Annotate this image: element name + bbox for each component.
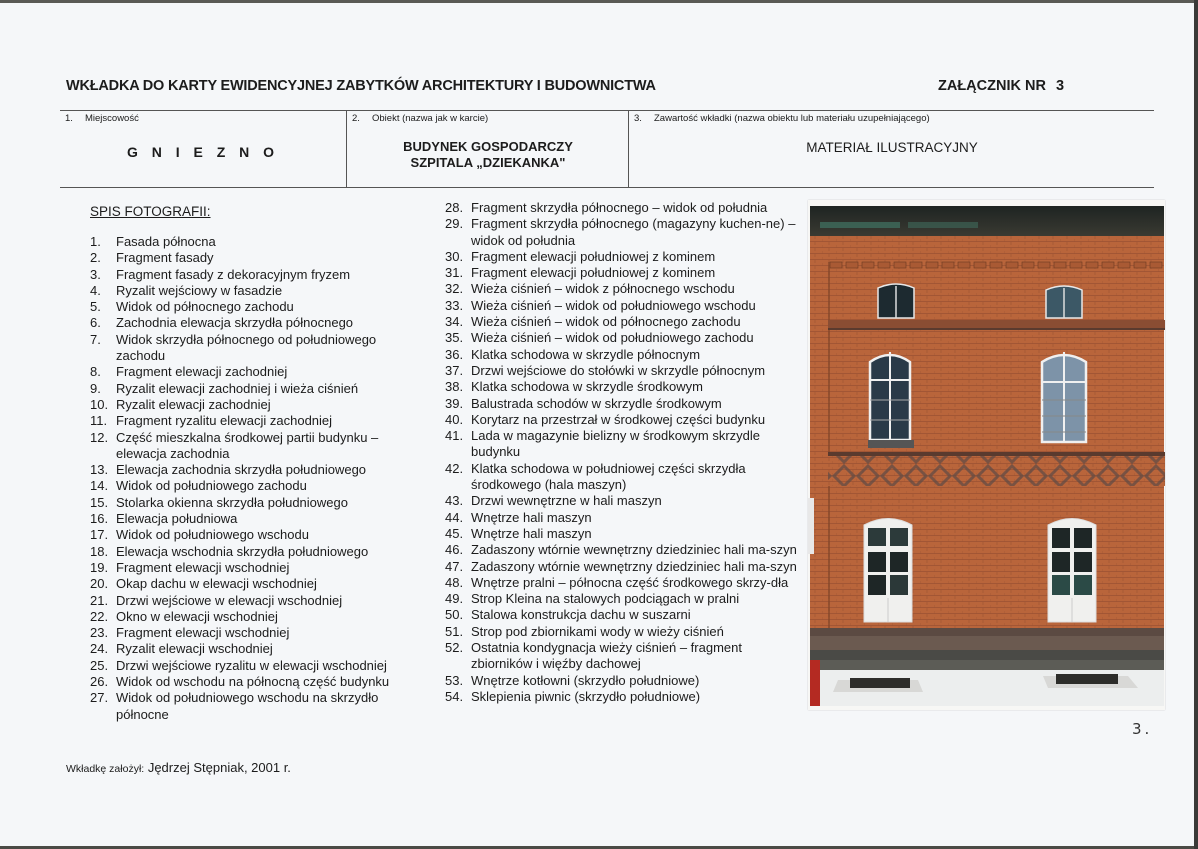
photo-list-item (445, 624, 805, 640)
photo-list-item (90, 234, 420, 250)
photo-list-item (90, 478, 420, 494)
item-number: 31. (445, 265, 464, 281)
item-number: 51. (445, 623, 464, 639)
field-value-object (347, 139, 629, 171)
field-object (346, 111, 629, 187)
photo-list-item (90, 641, 420, 657)
item-text: Fragment elewacji zachodniej (116, 364, 288, 380)
item-number: 34. (445, 314, 464, 330)
photo-list-item (445, 265, 805, 281)
item-number: 49. (445, 591, 464, 607)
photo-list-item (445, 281, 805, 297)
photo-list-item (90, 267, 420, 283)
photo-list-item (90, 658, 420, 674)
field-locality (60, 111, 346, 187)
item-number: 1. (90, 234, 101, 249)
item-number: 48. (445, 574, 464, 590)
item-text: Strop pod zbiornikami wody w wieży ciśnień (471, 623, 724, 639)
item-number: 53. (445, 672, 464, 688)
item-text: Fragment skrzydła północnego – widok od południa (471, 200, 768, 215)
photo-list-item (90, 511, 420, 527)
item-number: 25. (90, 657, 109, 673)
item-number: 44. (445, 509, 464, 525)
item-text: Okap dachu w elewacji wschodniej (116, 576, 317, 592)
photo-list-item (90, 625, 420, 641)
item-number: 23. (90, 625, 109, 641)
item-number: 52. (445, 640, 464, 656)
photo-list-item (445, 347, 805, 363)
item-text: Ryzalit wejściowy w fasadzie (116, 282, 283, 298)
photo-list-item (90, 576, 420, 592)
item-number: 39. (445, 395, 464, 411)
object-name-line1: BUDYNEK GOSPODARCZY (403, 139, 573, 154)
photo-list-item (90, 609, 420, 625)
field-label: Obiekt (nazwa jak w karcie) (372, 113, 489, 124)
item-text: Fragment skrzydła północnego (magazyny kuchen-ne) – widok od południa (471, 216, 796, 248)
item-number: 37. (445, 362, 464, 378)
item-text: Fragment elewacji południowej z kominem (471, 248, 716, 264)
item-text: Stolarka okienna skrzydła południowego (116, 494, 348, 510)
field-label: Zawartość wkładki (nazwa obiektu lub materiału uzupełniającego) (654, 113, 930, 124)
photo-list-item (90, 527, 420, 543)
photo-list-item (445, 575, 805, 591)
photo-list-item (445, 379, 805, 395)
item-text: Fragment fasady (116, 250, 214, 266)
photo-list-item (445, 314, 805, 330)
photo-list-item (445, 298, 805, 314)
item-text: Widok od południowego zachodu (116, 478, 307, 494)
page-number: 3. (1132, 720, 1153, 738)
item-text: Zachodnia elewacja skrzydła północnego (116, 315, 354, 331)
photo-list-item (90, 430, 420, 463)
photo-list-item (445, 249, 805, 265)
photo-list-heading: SPIS FOTOGRAFII: (90, 204, 211, 219)
item-number: 22. (90, 608, 109, 624)
item-text: Strop Kleina na stalowych podciągach w pralni (471, 591, 740, 607)
author-footer (66, 760, 291, 775)
document-title: WKŁADKA DO KARTY EWIDENCYJNEJ ZABYTKÓW ARCHITEKTURY I BUDOWNICTWA (66, 78, 656, 94)
photo-list-item (90, 544, 420, 560)
item-text: Drzwi wewnętrzne w hali maszyn (471, 493, 662, 509)
item-text: Widok od północnego zachodu (116, 299, 294, 315)
photo-list-item (90, 462, 420, 478)
building-photo (808, 200, 1165, 710)
photo-list-item (90, 593, 420, 609)
item-text: Wieża ciśnień – widok z północnego wschodu (471, 281, 735, 297)
item-text: Widok od wschodu na północną część budynku (116, 674, 390, 690)
item-text: Stalowa konstrukcja dachu w suszarni (471, 607, 691, 623)
item-number: 21. (90, 592, 109, 608)
item-number: 6. (90, 315, 101, 331)
item-number: 43. (445, 493, 464, 509)
item-text: Wnętrze kotłowni (skrzydło południowe) (471, 672, 700, 688)
field-number: 1. (65, 113, 73, 124)
photo-list-item (445, 689, 805, 705)
item-number: 3. (90, 266, 101, 282)
item-text: Balustrada schodów w skrzydle środkowym (471, 395, 722, 411)
item-text: Klatka schodowa w skrzydle północnym (471, 346, 701, 362)
brick-facade-image (808, 200, 1165, 710)
annex-label-text: ZAŁĄCZNIK NR (938, 78, 1046, 94)
item-text: Elewacja południowa (116, 511, 238, 527)
item-text: Ryzalit elewacji zachodniej i wieża ciśnień (116, 380, 359, 396)
photo-list-item (445, 461, 805, 494)
photo-list-item (445, 526, 805, 542)
item-number: 45. (445, 525, 464, 541)
field-value-contents: MATERIAŁ ILUSTRACYJNY (806, 140, 978, 155)
item-number: 11. (90, 413, 108, 429)
item-number: 32. (445, 281, 464, 297)
item-text: Zadaszony wtórnie wewnętrzny dziedziniec hali ma-szyn (471, 558, 797, 574)
item-number: 24. (90, 641, 109, 657)
photo-list-item (90, 690, 420, 723)
item-number: 28. (445, 200, 464, 215)
item-text: Wieża ciśnień – widok od południowego wschodu (471, 297, 756, 313)
photo-list-item (90, 413, 420, 429)
item-number: 19. (90, 559, 109, 575)
photo-list-item (445, 200, 805, 216)
annex-label (938, 78, 1064, 94)
item-text: Sklepienia piwnic (skrzydło południowe) (471, 688, 701, 704)
photo-list-item (445, 510, 805, 526)
field-number: 3. (634, 113, 642, 124)
item-number: 38. (445, 379, 464, 395)
photo-list-left-column (90, 234, 420, 723)
photo-list-item (90, 283, 420, 299)
item-text: Klatka schodowa w skrzydle środkowym (471, 379, 703, 395)
header-fields-table (60, 110, 1154, 188)
photo-list-item (445, 673, 805, 689)
photo-list-item (90, 397, 420, 413)
photo-list-item (90, 364, 420, 380)
item-number: 47. (445, 558, 464, 574)
field-contents (628, 111, 1155, 187)
field-value-locality: G N I E Z N O (126, 144, 280, 160)
photo-list-item (90, 250, 420, 266)
item-text: Ryzalit elewacji zachodniej (116, 396, 271, 412)
item-text: Część mieszkalna środkowej partii budynku – elewacja zachodnia (116, 429, 379, 461)
item-number: 54. (445, 688, 464, 704)
photo-list-item (90, 332, 420, 365)
item-text: Drzwi wejściowe do stołówki w skrzydle północnym (471, 362, 766, 378)
item-number: 17. (90, 527, 109, 543)
item-number: 33. (445, 297, 464, 313)
photo-list-item (90, 299, 420, 315)
item-text: Drzwi wejściowe w elewacji wschodniej (116, 592, 343, 608)
item-number: 14. (90, 478, 109, 494)
item-number: 16. (90, 511, 109, 527)
item-text: Wnętrze pralni – północna część środkowego skrzy-dła (471, 574, 789, 590)
item-number: 35. (445, 330, 464, 346)
photo-list-item (445, 591, 805, 607)
item-text: Wnętrze hali maszyn (471, 525, 592, 541)
photo-list-right-column (445, 200, 805, 705)
item-number: 18. (90, 543, 109, 559)
item-number: 13. (90, 462, 109, 478)
field-number: 2. (352, 113, 360, 124)
item-number: 9. (90, 380, 101, 396)
item-text: Fragment fasady z dekoracyjnym fryzem (116, 266, 351, 282)
item-text: Wieża ciśnień – widok od północnego zachodu (471, 314, 741, 330)
photo-list-item (445, 607, 805, 623)
item-text: Wnętrze hali maszyn (471, 509, 592, 525)
photo-list-item (445, 640, 805, 673)
item-text: Zadaszony wtórnie wewnętrzny dziedziniec hali ma-szyn (471, 542, 797, 558)
photo-list-item (445, 559, 805, 575)
item-text: Lada w magazynie bielizny w środkowym skrzydle budynku (471, 428, 761, 460)
item-number: 50. (445, 607, 464, 623)
photo-list-item (445, 428, 805, 461)
scan-edge-top (0, 0, 1198, 3)
item-text: Ostatnia kondygnacja wieży ciśnień – fragment zbiorników i więźby dachowej (471, 640, 742, 672)
item-number: 2. (90, 250, 101, 266)
item-number: 40. (445, 411, 464, 427)
item-number: 7. (90, 331, 101, 347)
item-text: Fragment elewacji wschodniej (116, 559, 290, 575)
item-text: Fragment elewacji wschodniej (116, 625, 290, 641)
photo-list-item (445, 216, 805, 249)
item-number: 20. (90, 576, 109, 592)
item-text: Widok od południowego wschodu na skrzydło północne (116, 690, 379, 722)
item-number: 12. (90, 429, 109, 445)
item-text: Ryzalit elewacji wschodniej (116, 641, 273, 657)
photo-list-item (445, 330, 805, 346)
annex-number: 3 (1055, 78, 1065, 94)
item-text: Fragment elewacji południowej z kominem (471, 265, 716, 281)
photo-list-item (445, 493, 805, 509)
author-label: Wkładkę założył: (66, 763, 145, 775)
item-number: 42. (445, 460, 464, 476)
item-number: 30. (445, 248, 464, 264)
photo-list-item (90, 495, 420, 511)
item-text: Fragment ryzalitu elewacji zachodniej (116, 413, 333, 429)
item-number: 46. (445, 542, 464, 558)
item-number: 26. (90, 674, 109, 690)
item-text: Klatka schodowa w południowej części skrzydła środkowego (hala maszyn) (471, 460, 746, 493)
author-value: Jędrzej Stępniak, 2001 r. (147, 760, 291, 775)
item-text: Okno w elewacji wschodniej (116, 608, 278, 624)
item-number: 4. (90, 282, 101, 298)
photo-list-item (90, 674, 420, 690)
photo-list-item (90, 315, 420, 331)
item-number: 8. (90, 364, 101, 380)
photo-list-item (445, 363, 805, 379)
item-text: Drzwi wejściowe ryzalitu w elewacji wschodniej (116, 657, 387, 673)
item-text: Widok od południowego wschodu (116, 527, 309, 543)
object-name-line2: SZPITALA „DZIEKANKA" (410, 155, 566, 170)
field-label: Miejscowość (85, 113, 139, 124)
item-text: Wieża ciśnień – widok od południowego zachodu (471, 330, 754, 346)
photo-list-item (445, 396, 805, 412)
item-text: Elewacja wschodnia skrzydła południowego (116, 543, 369, 559)
item-text: Korytarz na przestrzał w środkowej części budynku (471, 411, 766, 427)
item-number: 5. (90, 299, 101, 315)
scan-edge-right (1194, 0, 1198, 849)
photo-list-item (445, 542, 805, 558)
item-number: 36. (445, 346, 464, 362)
item-number: 27. (90, 690, 109, 706)
item-number: 10. (90, 396, 109, 412)
item-text: Widok skrzydła północnego od południowego zachodu (116, 331, 377, 364)
item-number: 41. (445, 428, 464, 444)
item-text: Elewacja zachodnia skrzydła południowego (116, 462, 367, 478)
photo-list-item (90, 560, 420, 576)
photo-list-item (445, 412, 805, 428)
photo-list-item (90, 381, 420, 397)
item-number: 15. (90, 494, 109, 510)
item-number: 29. (445, 216, 464, 232)
item-text: Fasada północna (116, 234, 216, 249)
